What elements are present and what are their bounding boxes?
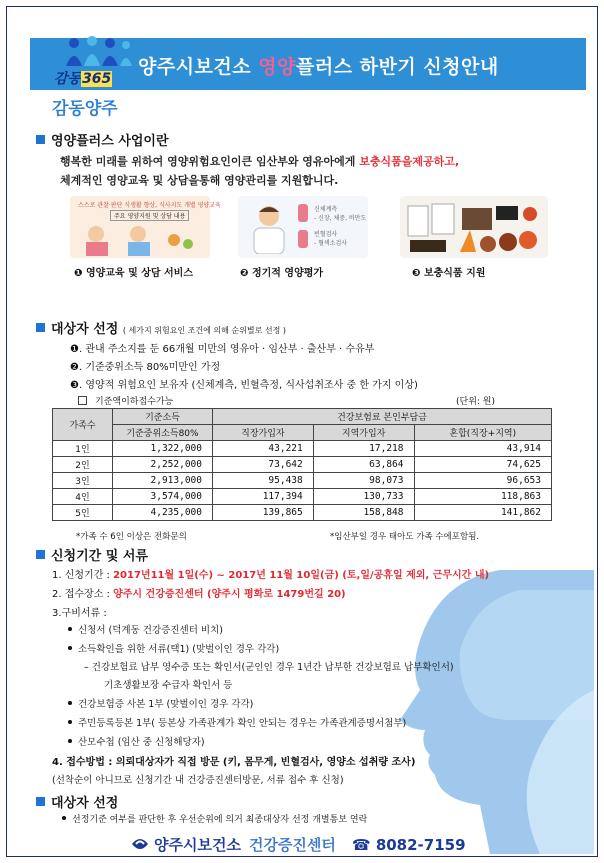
face-silhouette-icon (380, 570, 594, 854)
cell-region: 17,218 (313, 441, 414, 457)
intro-line-1: 행복한 미래를 위하여 영양위험요인이큰 임산부와 영유아에게 보충식품을제공하고, (60, 155, 460, 168)
checkbox-row (78, 394, 173, 407)
bullet-icon (68, 701, 72, 705)
header-income-sub: 기준중위소득80% (113, 425, 213, 441)
footer-center: 건강증진센터 (248, 836, 336, 854)
doc-item: 신청서 (덕계동 건강증진센터 비치) (68, 622, 223, 636)
cell-income: 1,322,000 (113, 441, 213, 457)
caption-food: ❸ 보충식품 지원 (412, 268, 486, 279)
header-insurance: 건강보험료 본인부담금 (213, 409, 552, 425)
header-region: 지역가입자 (313, 425, 414, 441)
photo-caption: 스스로 관찰·판단 식생활 향상, 식사지도 개별 영양교육 (78, 202, 221, 209)
page-title: 양주시보건소 영양플러스 하반기 신청안내 (138, 56, 499, 78)
logo (52, 36, 136, 100)
table-row (53, 457, 552, 473)
section-heading-application: 신청기간 및 서류 (36, 545, 148, 564)
header-family: 가족수 (53, 409, 113, 441)
cell-income: 2,913,000 (113, 473, 213, 489)
doc-subitem: 기초생활보장 수급자 확인서 등 (104, 680, 233, 691)
cell-family: 3인 (53, 473, 113, 489)
cell-region: 130,733 (313, 489, 414, 505)
table-row (53, 505, 552, 521)
footer-org: 양주시보건소 (154, 836, 241, 854)
caption-education: ❶ 영양교육 및 상담 서비스 (74, 268, 193, 279)
doc-item: 주민등록등본 1부( 등본상 가족관계가 확인 안되는 경우는 가족관계증명서첨부) (68, 715, 406, 729)
photo-label: 신체계측 (314, 206, 338, 213)
photo-label: - 혈색소검사 (314, 240, 348, 247)
photo-label: 빈혈검사 (314, 231, 338, 238)
cell-mixed: 141,862 (414, 505, 552, 521)
cell-work: 73,642 (213, 457, 314, 473)
bullet-icon (68, 720, 72, 724)
bullet-icon (68, 627, 72, 631)
section-heading-selection: 대상자 선정 (36, 792, 118, 811)
cell-region: 98,073 (313, 473, 414, 489)
photo-label: - 신장, 체중, 비만도 (314, 215, 367, 222)
unit-label: (단위: 원) (456, 397, 495, 407)
doc-subitem: – 건강보험료 납부 영수증 또는 확인서(군인인 경우 1년간 납부한 건강보험료 납부확인서) (84, 662, 454, 673)
table-note-left: *가족 수 6인 이상은 전화문의 (76, 532, 187, 542)
square-bullet-icon (36, 550, 45, 559)
food-photo (400, 196, 548, 258)
cell-mixed: 74,625 (414, 457, 552, 473)
table-note-right: *임산부일 경우 태아도 가족 수에포함됨. (330, 532, 480, 542)
cell-income: 4,235,000 (113, 505, 213, 521)
table-row (53, 489, 552, 505)
footer (130, 834, 466, 855)
bullet-icon (68, 739, 72, 743)
application-method-note: (선착순이 아니므로 신청기간 내 건강증진센터방문, 서류 접수 후 신청) (52, 775, 344, 786)
people-logo-icon (64, 36, 134, 70)
header-mixed: 혼합(직장+지역) (414, 425, 552, 441)
cell-region: 158,848 (313, 505, 414, 521)
criteria-1: ❶. 관내 주소지를 둔 66개월 미만의 영유아 · 임산부 · 출산부 · 수유부 (70, 344, 375, 355)
bullet-icon (62, 816, 66, 820)
table-row (53, 441, 552, 457)
cell-mixed: 96,653 (414, 473, 552, 489)
criteria-3: ❸. 영양적 위험요인 보유자 (신체계측, 빈혈측정, 식사섭취조사 중 한 가지 이상) (70, 380, 418, 391)
bullet-icon (68, 646, 72, 650)
cell-mixed: 43,914 (414, 441, 552, 457)
square-bullet-icon (36, 323, 45, 332)
application-period: 1. 신청기간 : 2017년11월 1일(수) ~ 2017년 11월 10일(금) (토,일/공휴일 제외, 근무시간 내) (52, 570, 490, 581)
checkbox[interactable] (78, 396, 87, 405)
intro-line-2: 체계적인 영양교육 및 상담을통해 영양관리를 지원합니다. (60, 174, 339, 187)
health-center-logo-icon (130, 836, 150, 852)
square-bullet-icon (36, 135, 45, 144)
nurse-icon (244, 202, 294, 254)
logo-wordmark: 감동365 (54, 71, 112, 87)
cell-work: 139,865 (213, 505, 314, 521)
food-items-icon (404, 200, 544, 254)
cell-income: 2,252,000 (113, 457, 213, 473)
cell-income: 3,574,000 (113, 489, 213, 505)
doc-item: 산모수첩 (임산 중 신청해당자) (68, 734, 205, 748)
documents-label: 3.구비서류 : (52, 608, 107, 619)
footer-phone[interactable]: ☎ 8082-7159 (351, 836, 466, 854)
table-row (53, 473, 552, 489)
mother-child-icon (78, 222, 202, 256)
cell-work: 95,438 (213, 473, 314, 489)
cell-mixed: 118,863 (414, 489, 552, 505)
cell-work: 43,221 (213, 441, 314, 457)
assessment-photo (238, 196, 368, 258)
cell-family: 1인 (53, 441, 113, 457)
photo-tag: 주요 영양지원 및 상담 내용 (110, 210, 189, 221)
doc-item: 소득확인을 위한 서류(택1) (맞벌이인 경우 각각) (68, 641, 279, 655)
selection-text: 선정기준 여부를 판단한 후 우선순위에 의거 최종대상자 선정 개별통보 연락 (62, 812, 367, 825)
fee-table (52, 408, 552, 521)
cell-family: 4인 (53, 489, 113, 505)
criteria-2: ❷. 기준중위소득 80%미만인 가정 (70, 362, 221, 373)
cell-work: 117,394 (213, 489, 314, 505)
square-bullet-icon (36, 797, 45, 806)
checkbox-label: 기준액이하접수가능 (95, 397, 174, 407)
education-photo (70, 196, 221, 258)
application-place: 2. 접수장소 : 양주시 건강증진센터 (양주시 평화로 1479번길 20) (52, 589, 346, 600)
doc-item: 건강보험증 사본 1부 (맞벌이인 경우 각각) (68, 696, 253, 710)
header-work: 직장가입자 (213, 425, 314, 441)
cell-region: 63,864 (313, 457, 414, 473)
application-method: 4. 접수방법 : 의뢰대상자가 직접 방문 (키, 몸무게, 빈혈검사, 영양소 섭취량 조사) (52, 757, 416, 768)
cell-family: 5인 (53, 505, 113, 521)
section-heading-program: 영양플러스 사업이란 (36, 130, 169, 149)
body-measure-icon (296, 202, 310, 252)
caption-assessment: ❷ 정기적 영양평가 (240, 268, 324, 279)
logo-subtitle: 감동양주 (52, 99, 118, 119)
header-income: 기준소득 (113, 409, 213, 425)
cell-family: 2인 (53, 457, 113, 473)
section-heading-eligibility: 대상자 선정 ( 세가지 위험요인 조건에 의해 순위별로 선정 ) (36, 318, 286, 337)
